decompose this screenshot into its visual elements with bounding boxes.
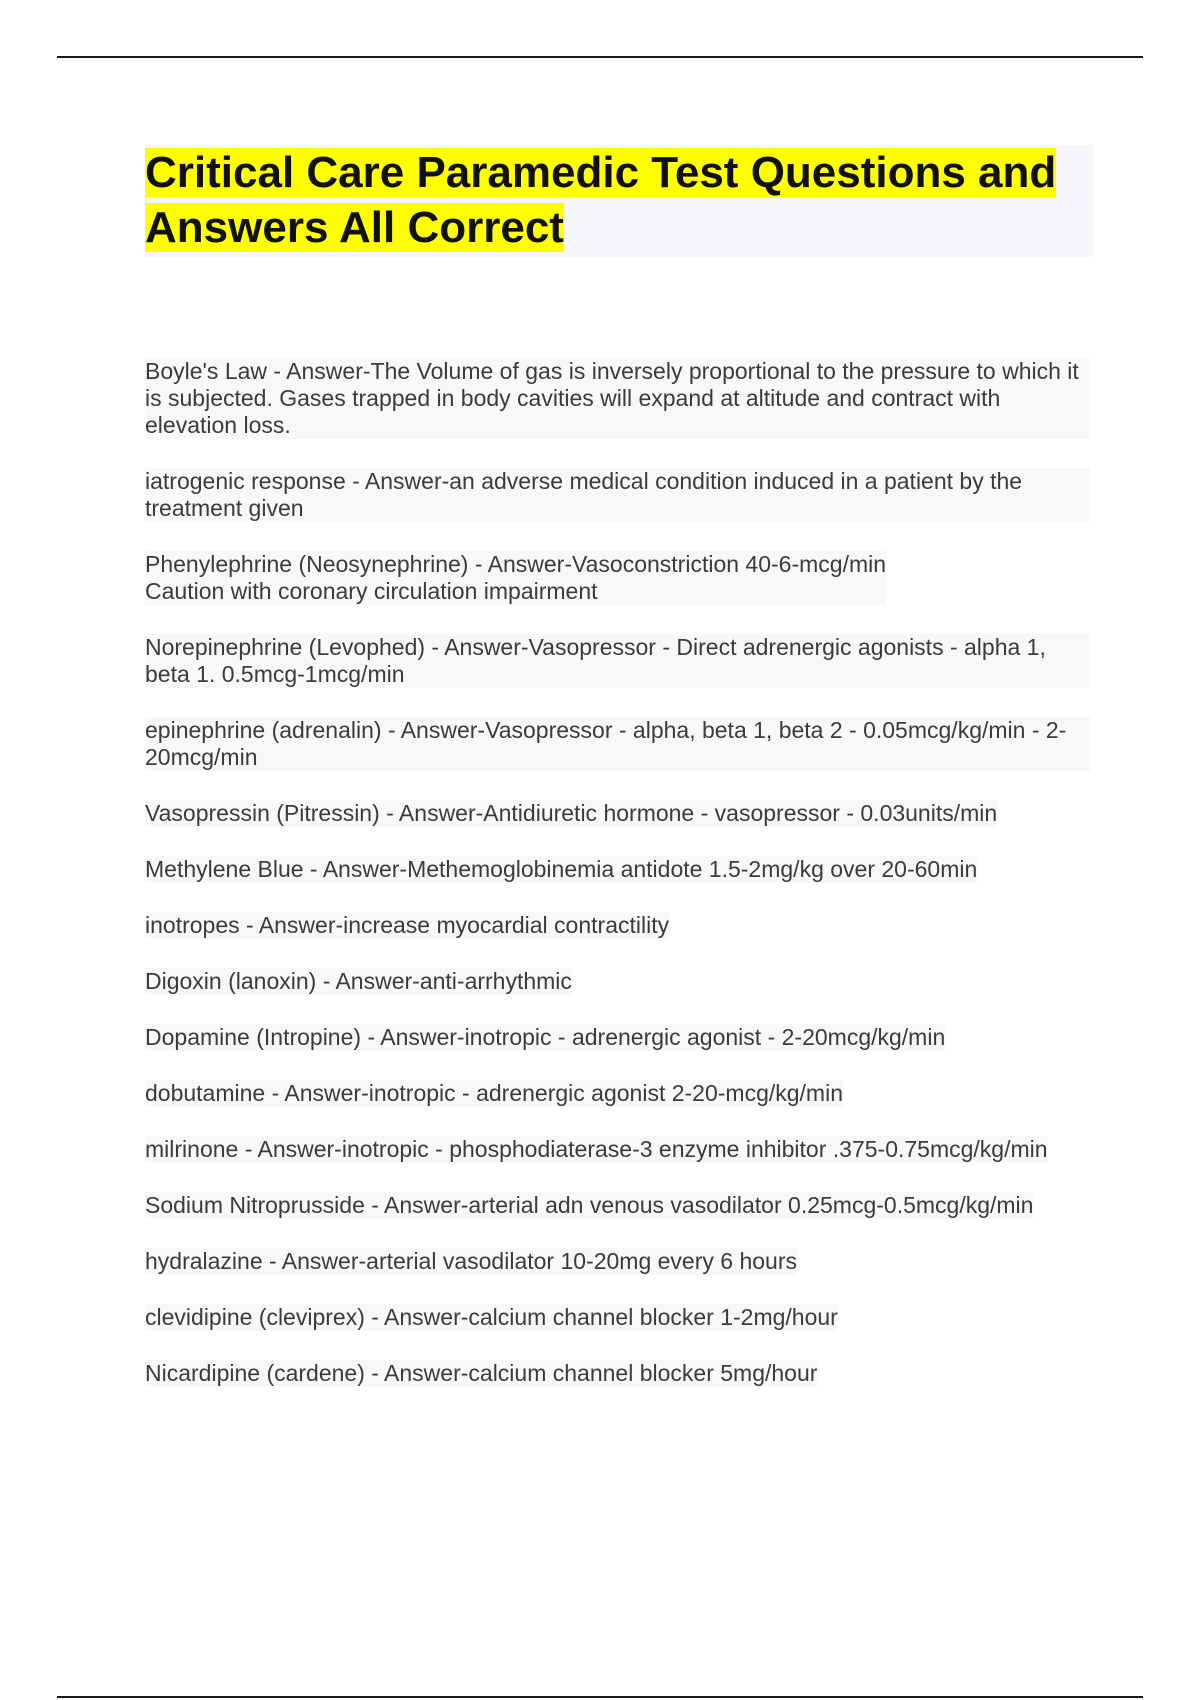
header-rule [57, 56, 1143, 58]
qa-item: Boyle's Law - Answer-The Volume of gas is inversely proportional to the pressure to which it is subjected. Gases trapped in body cavities will expand at altitude and contract with elevation loss. [145, 358, 1090, 439]
qa-item: hydralazine - Answer-arterial vasodilator 10-20mg every 6 hours [145, 1248, 797, 1274]
qa-item: Sodium Nitroprusside - Answer-arterial adn venous vasodilator 0.25mcg-0.5mcg/kg/min [145, 1192, 1034, 1218]
qa-item: Norepinephrine (Levophed) - Answer-Vasopressor - Direct adrenergic agonists - alpha 1, beta 1. 0.5mcg-1mcg/min [145, 634, 1090, 688]
qa-item: Vasopressin (Pitressin) - Answer-Antidiuretic hormone - vasopressor - 0.03units/min [145, 800, 998, 826]
qa-item: epinephrine (adrenalin) - Answer-Vasopressor - alpha, beta 1, beta 2 - 0.05mcg/kg/min - 2-20mcg/min [145, 717, 1090, 771]
qa-item: Nicardipine (cardene) - Answer-calcium channel blocker 5mg/hour [145, 1360, 818, 1386]
qa-item: dobutamine - Answer-inotropic - adrenergic agonist 2-20-mcg/kg/min [145, 1080, 843, 1106]
qa-item: Phenylephrine (Neosynephrine) - Answer-Vasoconstriction 40-6-mcg/min Caution with coronary circulation impairment [145, 551, 887, 604]
page-title [145, 145, 1075, 255]
qa-item: clevidipine (cleviprex) - Answer-calcium channel blocker 1-2mg/hour [145, 1304, 838, 1330]
qa-item: Digoxin (lanoxin) - Answer-anti-arrhythmic [145, 968, 572, 994]
qa-item: inotropes - Answer-increase myocardial contractility [145, 912, 670, 938]
footer-rule [57, 1696, 1143, 1698]
title-highlight: Critical Care Paramedic Test Questions and Answers All Correct [145, 148, 1057, 252]
qa-item: Dopamine (Intropine) - Answer-inotropic - adrenergic agonist - 2-20mcg/kg/min [145, 1024, 946, 1050]
qa-item: Methylene Blue - Answer-Methemoglobinemia antidote 1.5-2mg/kg over 20-60min [145, 856, 978, 882]
qa-item: iatrogenic response - Answer-an adverse medical condition induced in a patient by the treatment given [145, 468, 1090, 522]
qa-item: milrinone - Answer-inotropic - phosphodiaterase-3 enzyme inhibitor .375-0.75mcg/kg/min [145, 1136, 1048, 1162]
qa-list [145, 358, 1090, 1416]
